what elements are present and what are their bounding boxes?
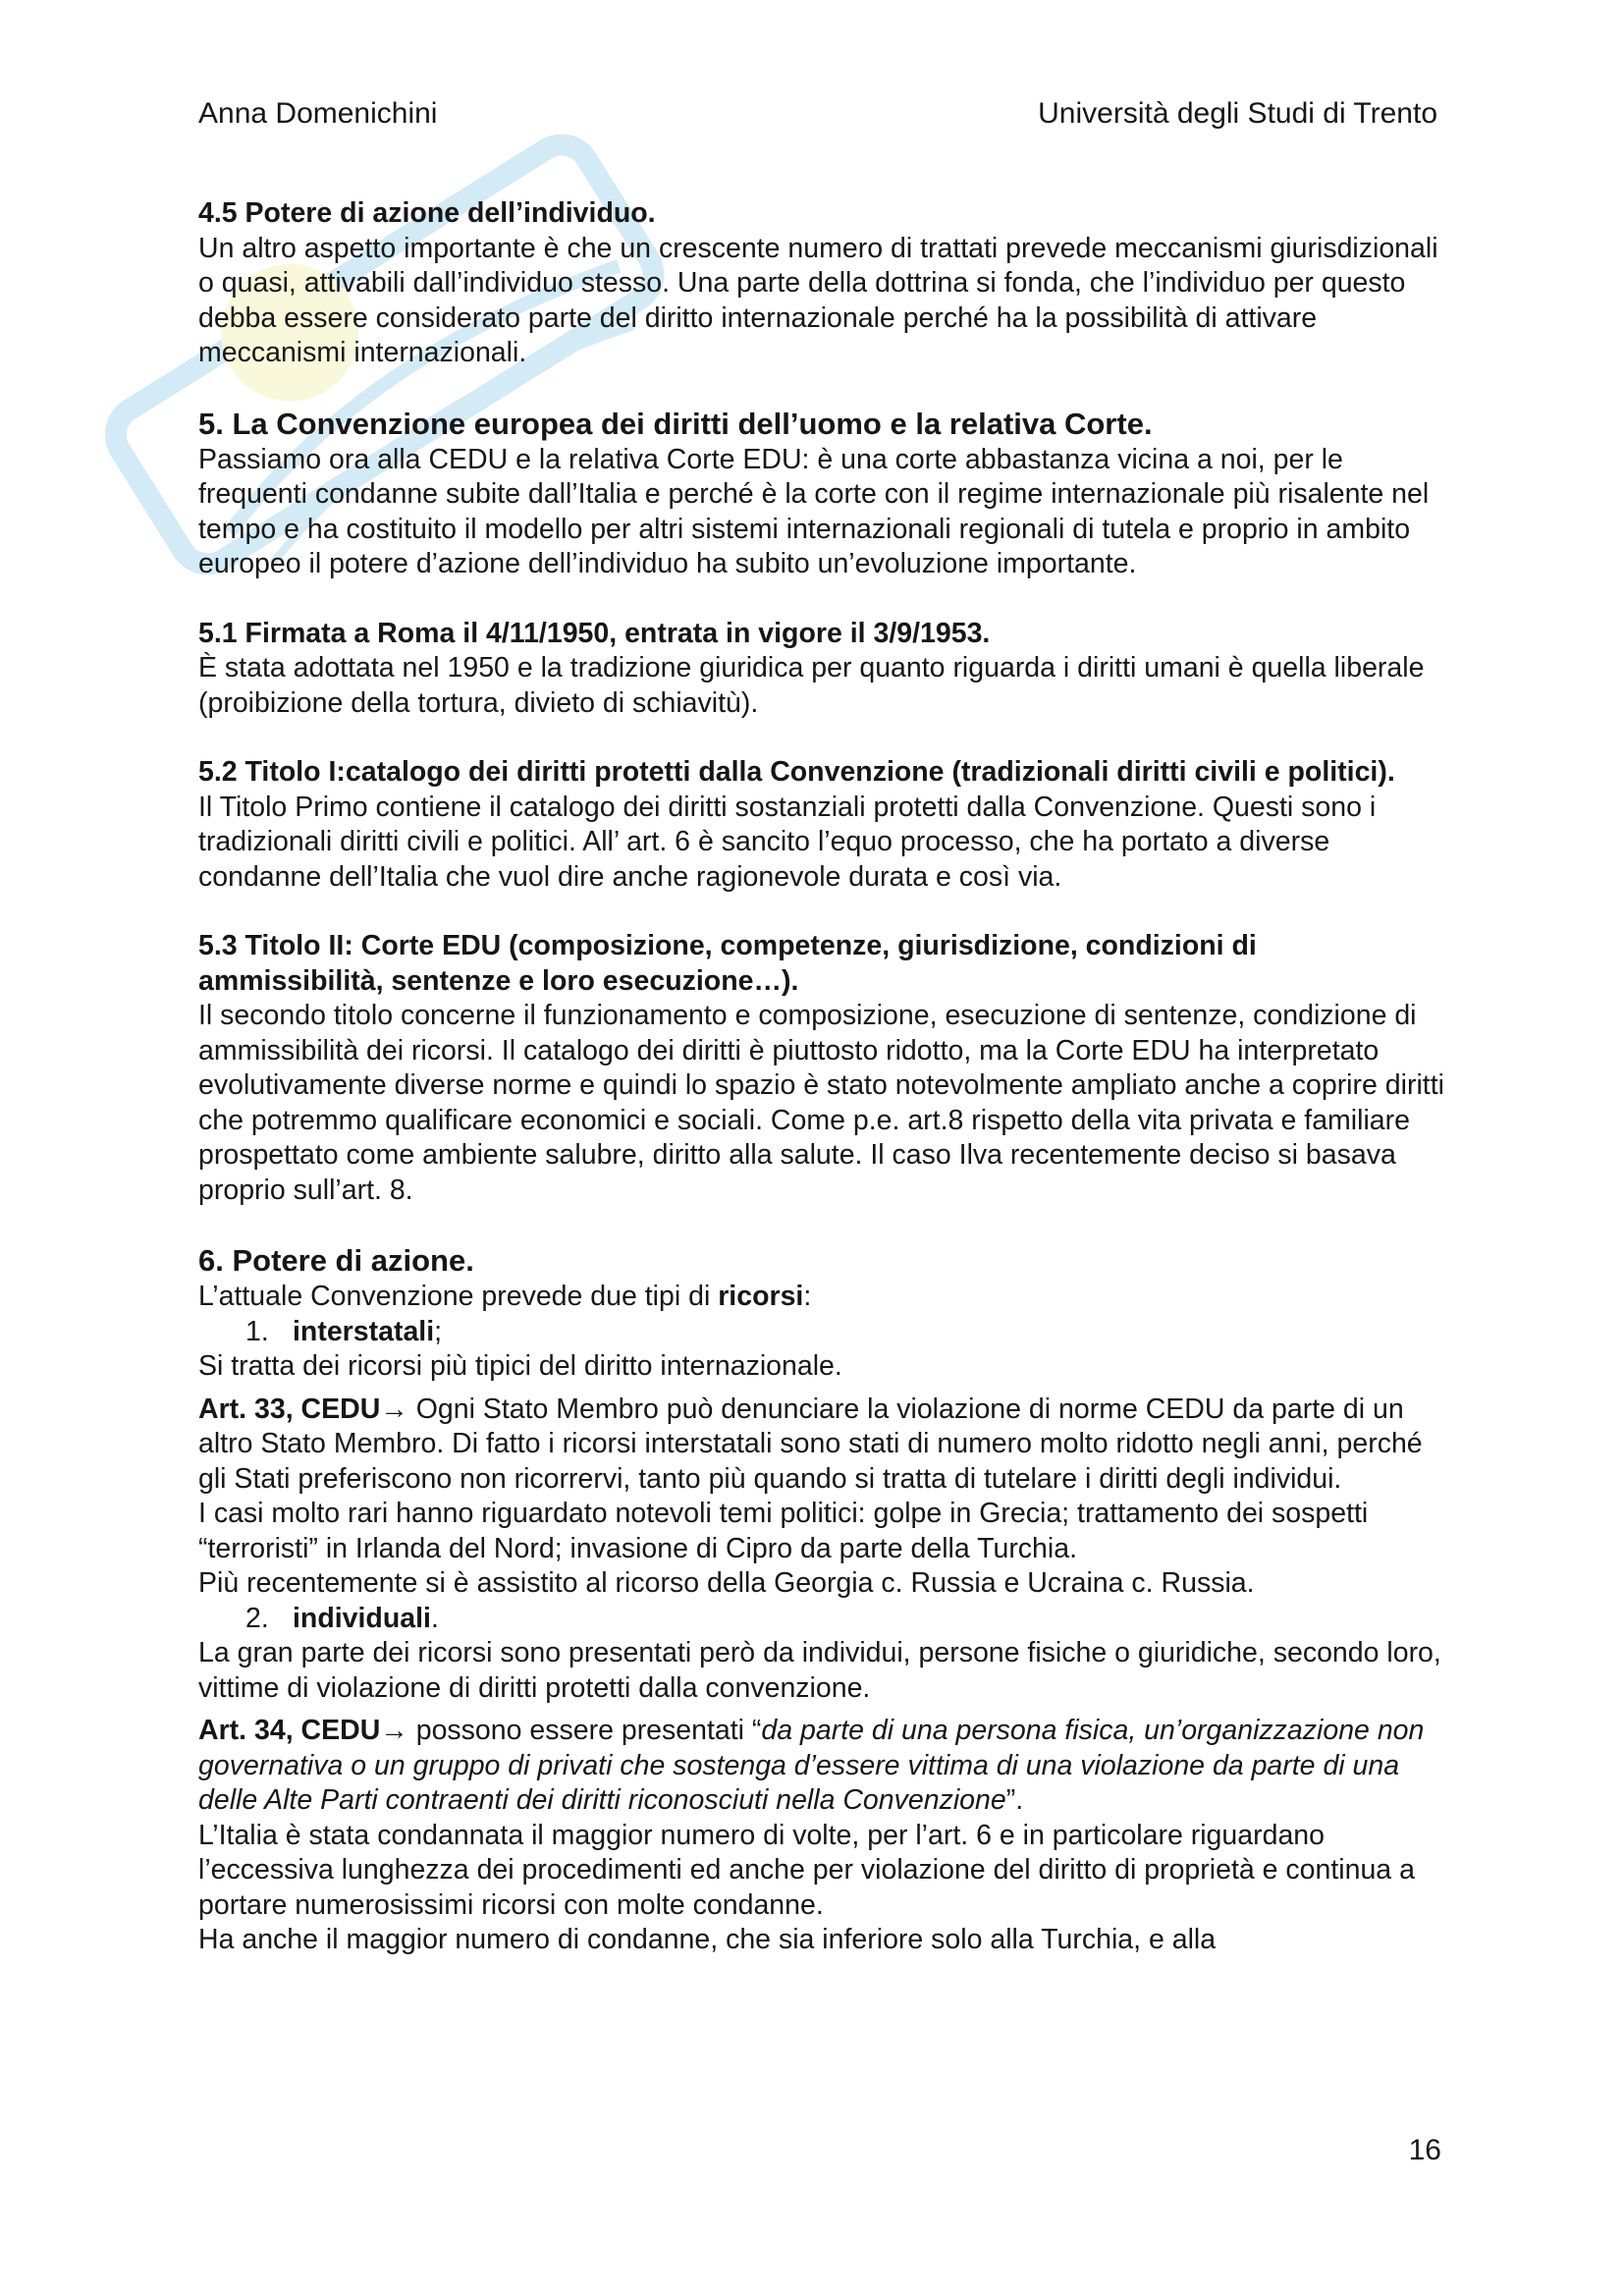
list-item-interstatali: 1. interstatali; [245,1315,443,1347]
list-item-individuali: 2. individuali. [245,1602,439,1634]
section-5-title: 5. La Convenzione europea dei diritti dell’uomo e la relativa Corte. [198,406,1153,441]
page-number: 16 [1408,2134,1441,2166]
author-name: Anna Domenichini [198,97,438,130]
section-4-5-body: Un altro aspetto importante è che un crescente numero di trattati prevede meccanismi giurisdizionali o quasi, attivabili dall’individuo stesso. Una parte della dottrina si fonda, che l’individuo per questo debba essere considerato parte del diritto internazionale perché ha la possibilità di attivare meccanismi internazionali. [198,232,1438,368]
section-6-intro: L’attuale Convenzione prevede due tipi di ricorsi: [198,1281,812,1312]
art-33-paragraph: Art. 33, CEDU→ Ogni Stato Membro può denunciare la violazione di norme CEDU da parte di un altro Stato Membro. Di fatto i ricorsi interstatali sono stati di numero molto ridotto negli anni, perché gli Stati preferiscono non ricorrervi, tanto più quando si tratta di tutelare i diritti degli individui. [198,1393,1423,1495]
document-body [198,196,1445,1958]
section-6-paragraph-2: I casi molto rari hanno riguardato notevoli temi politici: golpe in Grecia; trattamento dei sospetti “terroristi” in Irlanda del Nord; invasione di Cipro da parte della Turchia. [198,1498,1369,1564]
section-5-1-title: 5.1 Firmata a Roma il 4/11/1950, entrata in vigore il 3/9/1953. [198,617,991,649]
section-5-1-body: È stata adottata nel 1950 e la tradizione giuridica per quanto riguarda i diritti umani è quella liberale (proibizione della tortura, divieto di schiavitù). [198,652,1425,719]
art-34-paragraph: Art. 34, CEDU→ possono essere presentati “da parte di una persona fisica, un’organizzazione non governativa o un gruppo di privati che sostenga d’essere vittima di una violazione da parte di una delle Alte Parti contraenti dei diritti riconosciuti nella Convenzione”. [198,1715,1425,1816]
section-5-body: Passiamo ora alla CEDU e la relativa Corte EDU: è una corte abbastanza vicina a noi, per le frequenti condanne subite dall’Italia e perché è la corte con il regime internazionale più risalente nel tempo e ha costituito il modello per altri sistemi internazionali regionali di tutela e proprio in ambito europeo il potere d’azione dell’individuo ha subito un’evoluzione importante. [198,443,1430,579]
section-6-paragraph-4: La gran parte dei ricorsi sono presentati però da individui, persone fisiche o giuridiche, secondo loro, vittime di violazione di diritti protetti dalla convenzione. [198,1637,1441,1704]
section-5-2-body: Il Titolo Primo contiene il catalogo dei diritti sostanziali protetti dalla Convenzione. Questi sono i tradizionali diritti civili e politici. All’ art. 6 è sancito l’equo processo, che ha portato a diverse condanne dell’Italia che vuol dire anche ragionevole durata e così via. [198,791,1377,893]
section-4-5-title: 4.5 Potere di azione dell’individuo. [198,197,656,229]
section-5-3-body: Il secondo titolo concerne il funzionamento e composizione, esecuzione di sentenze, condizione di ammissibilità dei ricorsi. Il catalogo dei diritti è piuttosto ridotto, ma la Corte EDU ha interpretato evolutivamente diverse norme e quindi lo spazio è stato notevolmente ampliato anche a coprire diritti che potremmo qualificare economici e sociali. Come p.e. art.8 rispetto della vita privata e familiare prospettato come ambiente salubre, diritto alla salute. Il caso Ilva recentemente deciso si basava proprio sull’art. 8. [198,1000,1444,1206]
section-6-paragraph-1: Si tratta dei ricorsi più tipici del diritto internazionale. [198,1350,842,1382]
section-5-2-title: 5.2 Titolo I:catalogo dei diritti protetti dalla Convenzione (tradizionali diritti civili e politici). [198,756,1395,788]
section-6-paragraph-3: Più recentemente si è assistito al ricorso della Georgia c. Russia e Ucraina c. Russia. [198,1567,1255,1599]
section-5-3-title: 5.3 Titolo II: Corte EDU (composizione, competenze, giurisdizione, condizioni di ammissibilità, sentenze e loro esecuzione…). [198,930,1257,997]
section-6-paragraph-6: Ha anche il maggior numero di condanne, che sia inferiore solo alla Turchia, e alla [198,1924,1217,1955]
section-6-title: 6. Potere di azione. [198,1243,474,1278]
page-header [198,96,1437,132]
section-6-paragraph-5: L’Italia è stata condannata il maggior numero di volte, per l’art. 6 e in particolare riguardano l’eccessiva lunghezza dei procedimenti ed anche per violazione del diritto di proprietà e continua a portare numerosissimi ricorsi con molte condanne. [198,1819,1415,1921]
university-name: Università degli Studi di Trento [1038,97,1437,130]
